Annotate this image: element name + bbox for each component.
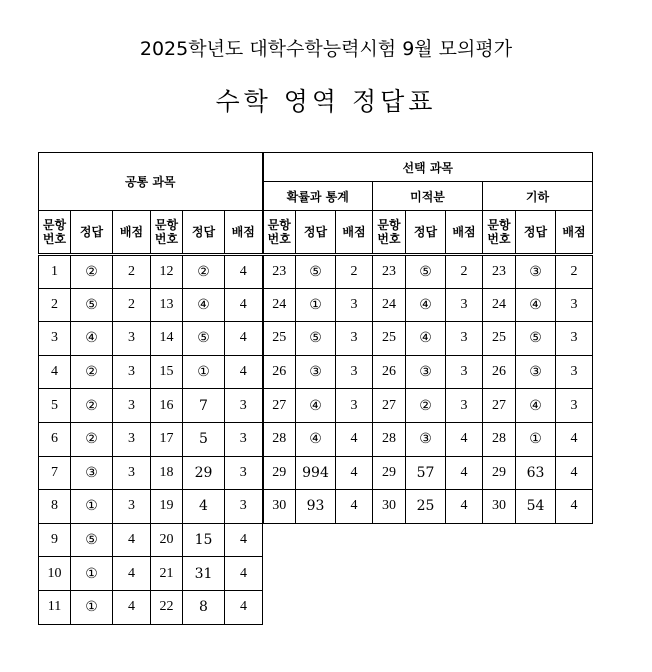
common-answer: ⑤ — [71, 523, 113, 557]
common-question-number: 21 — [151, 557, 183, 591]
common-answer: ② — [71, 255, 113, 289]
prob-stat-answer: ① — [296, 288, 336, 322]
common-question-number: 17 — [151, 422, 183, 456]
common-answer: 4 — [183, 490, 225, 524]
geometry-answer: ③ — [516, 255, 556, 289]
geometry-points: 3 — [556, 288, 593, 322]
common-points: 4 — [225, 288, 263, 322]
common-answer: 31 — [183, 557, 225, 591]
prob-stat-question-number: 29 — [263, 456, 296, 490]
geometry-question-number: 26 — [483, 355, 516, 389]
prob-stat-answer: 994 — [296, 456, 336, 490]
common-question-number: 2 — [39, 288, 71, 322]
header-question-number-bottom: 번호 — [42, 232, 67, 246]
common-answer: ⑤ — [71, 288, 113, 322]
geometry-answer: ③ — [516, 355, 556, 389]
prob-stat-answer: 93 — [296, 490, 336, 524]
calculus-points: 3 — [446, 389, 483, 423]
geometry-answer: ④ — [516, 288, 556, 322]
calculus-points: 4 — [446, 422, 483, 456]
header-question-number-top: 문항 — [377, 218, 401, 232]
header-question-number-top: 문항 — [487, 218, 511, 232]
common-question-number: 11 — [39, 590, 71, 624]
calculus-answer: ④ — [406, 288, 446, 322]
common-answer: 8 — [183, 590, 225, 624]
geometry-points: 4 — [556, 422, 593, 456]
geometry-answer: 63 — [516, 456, 556, 490]
geometry-answer: ④ — [516, 389, 556, 423]
header-question-number-bottom: 번호 — [377, 232, 401, 246]
header-question-number-top: 문항 — [267, 218, 291, 232]
header-question-number — [263, 211, 296, 255]
common-points: 3 — [113, 490, 151, 524]
common-points: 3 — [113, 355, 151, 389]
common-points: 4 — [225, 523, 263, 557]
header-question-number — [151, 211, 183, 255]
table-row — [39, 255, 593, 289]
geometry-question-number: 30 — [483, 490, 516, 524]
calculus-question-number: 29 — [373, 456, 406, 490]
common-answer: ③ — [71, 456, 113, 490]
prob-stat-answer: ④ — [296, 422, 336, 456]
prob-stat-question-number: 23 — [263, 255, 296, 289]
common-points: 3 — [225, 456, 263, 490]
common-answer: ④ — [71, 322, 113, 356]
header-points: 배점 — [113, 211, 151, 255]
document-title: 2025학년도 대학수학능력시험 9월 모의평가 — [139, 38, 513, 60]
prob-stat-question-number: 28 — [263, 422, 296, 456]
common-points: 4 — [113, 523, 151, 557]
geometry-answer: ① — [516, 422, 556, 456]
common-answer: 5 — [183, 422, 225, 456]
prob-stat-points: 3 — [336, 288, 373, 322]
calculus-answer: ③ — [406, 422, 446, 456]
calculus-answer: ③ — [406, 355, 446, 389]
common-points: 2 — [113, 255, 151, 289]
common-points: 4 — [113, 590, 151, 624]
calculus-question-number: 30 — [373, 490, 406, 524]
common-question-number: 20 — [151, 523, 183, 557]
calculus-answer: ② — [406, 389, 446, 423]
prob-stat-points: 4 — [336, 422, 373, 456]
prob-stat-points: 3 — [336, 355, 373, 389]
header-answer: 정답 — [71, 211, 113, 255]
common-answer: ⑤ — [183, 322, 225, 356]
prob-stat-answer: ⑤ — [296, 255, 336, 289]
header-answer: 정답 — [296, 211, 336, 255]
common-answer: ① — [71, 590, 113, 624]
common-question-number: 4 — [39, 355, 71, 389]
calculus-points: 3 — [446, 288, 483, 322]
calculus-answer: ⑤ — [406, 255, 446, 289]
calculus-points: 2 — [446, 255, 483, 289]
common-points: 4 — [225, 255, 263, 289]
table-row — [39, 490, 593, 524]
table-row — [39, 322, 593, 356]
common-answer: ① — [183, 355, 225, 389]
header-elective: 선택 과목 — [263, 153, 593, 182]
geometry-points: 4 — [556, 490, 593, 524]
header-prob-stat: 확률과 통계 — [263, 182, 373, 211]
common-points: 3 — [225, 490, 263, 524]
header-points: 배점 — [225, 211, 263, 255]
common-question-number: 3 — [39, 322, 71, 356]
common-points: 4 — [225, 322, 263, 356]
geometry-answer: 54 — [516, 490, 556, 524]
geometry-question-number: 27 — [483, 389, 516, 423]
common-question-number: 10 — [39, 557, 71, 591]
common-question-number: 1 — [39, 255, 71, 289]
calculus-question-number: 27 — [373, 389, 406, 423]
header-question-number-top: 문항 — [154, 218, 179, 232]
common-question-number: 6 — [39, 422, 71, 456]
common-question-number: 9 — [39, 523, 71, 557]
common-points: 3 — [225, 422, 263, 456]
header-points: 배점 — [446, 211, 483, 255]
document-subtitle: 수학 영역 정답표 — [215, 87, 437, 116]
header-answer: 정답 — [516, 211, 556, 255]
geometry-question-number: 28 — [483, 422, 516, 456]
calculus-answer: ④ — [406, 322, 446, 356]
common-question-number: 22 — [151, 590, 183, 624]
common-question-number: 16 — [151, 389, 183, 423]
header-question-number-bottom: 번호 — [154, 232, 179, 246]
header-points: 배점 — [556, 211, 593, 255]
table-row — [39, 389, 593, 423]
prob-stat-points: 3 — [336, 322, 373, 356]
prob-stat-answer: ④ — [296, 389, 336, 423]
common-points: 4 — [225, 557, 263, 591]
geometry-question-number: 29 — [483, 456, 516, 490]
header-answer: 정답 — [183, 211, 225, 255]
header-question-number-bottom: 번호 — [267, 232, 291, 246]
prob-stat-question-number: 24 — [263, 288, 296, 322]
header-answer: 정답 — [406, 211, 446, 255]
common-question-number: 8 — [39, 490, 71, 524]
geometry-question-number: 25 — [483, 322, 516, 356]
prob-stat-question-number: 26 — [263, 355, 296, 389]
common-answer: ① — [71, 557, 113, 591]
header-question-number-top: 문항 — [42, 218, 67, 232]
answer-table — [38, 152, 593, 625]
header-geometry: 기하 — [483, 182, 593, 211]
common-question-number: 5 — [39, 389, 71, 423]
prob-stat-points: 4 — [336, 490, 373, 524]
common-question-number: 19 — [151, 490, 183, 524]
geometry-question-number: 24 — [483, 288, 516, 322]
common-question-number: 7 — [39, 456, 71, 490]
calculus-points: 4 — [446, 490, 483, 524]
table-row — [39, 523, 593, 557]
calculus-points: 4 — [446, 456, 483, 490]
header-question-number — [483, 211, 516, 255]
common-points: 3 — [113, 456, 151, 490]
empty-area — [263, 523, 593, 624]
prob-stat-question-number: 30 — [263, 490, 296, 524]
prob-stat-answer: ③ — [296, 355, 336, 389]
prob-stat-answer: ⑤ — [296, 322, 336, 356]
calculus-points: 3 — [446, 322, 483, 356]
header-common: 공통 과목 — [39, 153, 263, 211]
header-question-number — [373, 211, 406, 255]
header-question-number-bottom: 번호 — [487, 232, 511, 246]
common-points: 3 — [113, 389, 151, 423]
common-question-number: 14 — [151, 322, 183, 356]
calculus-answer: 57 — [406, 456, 446, 490]
common-question-number: 13 — [151, 288, 183, 322]
common-answer: 29 — [183, 456, 225, 490]
common-points: 4 — [225, 590, 263, 624]
calculus-points: 3 — [446, 355, 483, 389]
prob-stat-points: 4 — [336, 456, 373, 490]
calculus-question-number: 26 — [373, 355, 406, 389]
common-points: 3 — [113, 422, 151, 456]
common-points: 3 — [113, 322, 151, 356]
common-answer: ② — [71, 422, 113, 456]
calculus-answer: 25 — [406, 490, 446, 524]
common-answer: 15 — [183, 523, 225, 557]
geometry-points: 3 — [556, 355, 593, 389]
table-row — [39, 288, 593, 322]
common-question-number: 15 — [151, 355, 183, 389]
geometry-points: 3 — [556, 322, 593, 356]
prob-stat-points: 3 — [336, 389, 373, 423]
common-answer: 7 — [183, 389, 225, 423]
prob-stat-question-number: 25 — [263, 322, 296, 356]
common-question-number: 18 — [151, 456, 183, 490]
common-points: 4 — [113, 557, 151, 591]
common-answer: ② — [183, 255, 225, 289]
geometry-points: 2 — [556, 255, 593, 289]
calculus-question-number: 25 — [373, 322, 406, 356]
geometry-question-number: 23 — [483, 255, 516, 289]
header-points: 배점 — [336, 211, 373, 255]
geometry-points: 4 — [556, 456, 593, 490]
table-row — [39, 422, 593, 456]
geometry-answer: ⑤ — [516, 322, 556, 356]
table-row — [39, 456, 593, 490]
common-points: 4 — [225, 355, 263, 389]
table-row — [39, 355, 593, 389]
common-answer: ② — [71, 355, 113, 389]
common-answer: ① — [71, 490, 113, 524]
calculus-question-number: 23 — [373, 255, 406, 289]
geometry-points: 3 — [556, 389, 593, 423]
common-answer: ④ — [183, 288, 225, 322]
header-calculus: 미적분 — [373, 182, 483, 211]
header-question-number — [39, 211, 71, 255]
common-points: 3 — [225, 389, 263, 423]
prob-stat-question-number: 27 — [263, 389, 296, 423]
calculus-question-number: 24 — [373, 288, 406, 322]
prob-stat-points: 2 — [336, 255, 373, 289]
common-points: 2 — [113, 288, 151, 322]
common-question-number: 12 — [151, 255, 183, 289]
common-answer: ② — [71, 389, 113, 423]
calculus-question-number: 28 — [373, 422, 406, 456]
